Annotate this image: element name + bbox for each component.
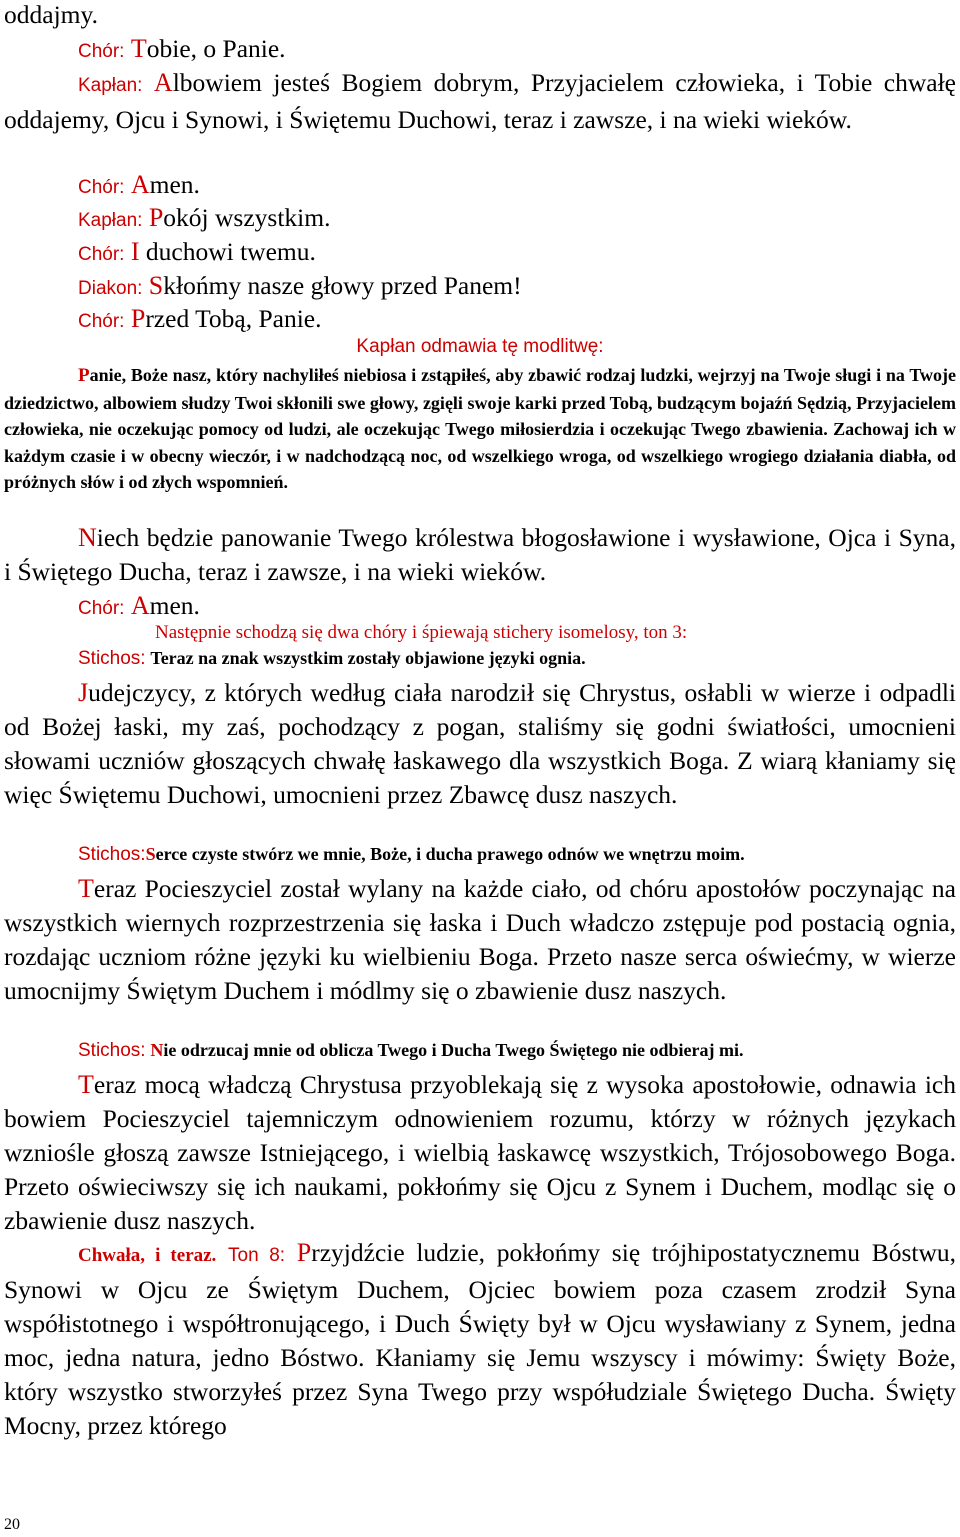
- stichos-label: Stichos:: [78, 1040, 146, 1061]
- responsory-line: [78, 235, 960, 272]
- stichos-text: erce czyste stwórz we mnie, Boże, i ducha prawego odnów we wnętrzu moim.: [155, 844, 745, 864]
- stichos-line: [78, 1040, 960, 1062]
- stichos-text: Teraz na znak wszystkim zostały objawione języki ognia.: [150, 648, 586, 668]
- initial-letter: P: [130, 304, 146, 333]
- stichos-text: ie odrzucaj mnie od oblicza Twego i Ducha Twego Świętego nie odbieraj mi.: [163, 1040, 744, 1060]
- text-fragment: iech będzie panowanie Twego królestwa błogosławione i wysławione, Ojca i Syna, i Świętego Ducha, teraz i zawsze, i na wieki wieków.: [4, 523, 956, 586]
- text-fragment: kłońmy nasze głowy przed Panem!: [163, 271, 522, 300]
- initial-letter: P: [78, 365, 90, 386]
- text-fragment: men.: [149, 170, 200, 199]
- text-line: [4, 0, 960, 32]
- prayer-text: [0, 362, 960, 496]
- initial-letter: A: [130, 591, 150, 620]
- stichos-label: Stichos:: [78, 648, 146, 669]
- stichos-line: [78, 844, 960, 866]
- initial-letter: A: [130, 170, 150, 199]
- tone-label: Ton 8:: [228, 1245, 286, 1266]
- sticheron: [0, 676, 960, 812]
- text-fragment: udejczycy, z których według ciała narodził się Chrystus, osłabli w wierze i odpadli od Bożej łaski, my zaś, pochodzący z pogan, staliśmy się godni światłości, umocnieni słowami uczniów głoszących chwałę łaskawego dla wszystkich Boga. Z wiarą kłaniamy się więc Świętemu Duchowi, umocnieni przez Zbawcę dusz naszych.: [4, 678, 956, 809]
- initial-letter: S: [145, 844, 156, 864]
- initial-letter: J: [78, 678, 89, 707]
- text-fragment: anie, Boże nasz, który nachyliłeś niebiosa i zstąpiłeś, aby zbawić rodzaj ludzki, wejrzyj na Twoje sługi i na Twoje dziedzictwo, albowiem słudzy Twoi skłonili swe głowy, zgięli swoje karki przed Tobą, budzącym bojaźń Sędzią, Przyjacielem człowieka, nie oczekując pomocy od ludzi, ale oczekując Twego miłosierdzia i oczekując Twego zbawienia. Zachowaj ich w każdym czasie i w obecny wieczór, i w nadchodzącą noc, od wszelkiego wroga, od wszelkiego wrogiego działania diabła, od próżnych słów i od złych wspomnień.: [4, 365, 956, 492]
- text-fragment: eraz Pocieszyciel został wylany na każde ciało, od chóru apostołów poczynając na wszystkich wiernych rozprzestrzenia się łaska i Duch władczo zstępuje pod postacią ognia, rozdając uczniom różne języki ku wielbieniu Boga. Przeto nasze serca oświećmy, w wierze umocnijmy Świętym Duchem i módlmy się o zbawienie dusz naszych.: [4, 874, 956, 1005]
- stichos-label: Stichos:: [78, 844, 146, 865]
- text-fragment: duchowi twemu.: [139, 237, 316, 266]
- text-fragment: men.: [149, 591, 200, 620]
- responsory-line: [78, 302, 960, 339]
- sticheron: [0, 872, 960, 1008]
- rubric: Następnie schodzą się dwa chóry i śpiewają stichery isomelosy, ton 3:: [155, 622, 688, 643]
- initial-letter: T: [78, 874, 94, 903]
- initial-letter: N: [78, 523, 97, 552]
- text-fragment: okój wszystkim.: [163, 203, 331, 232]
- stichos-line: [78, 648, 960, 670]
- responsory-line: [78, 269, 960, 306]
- text-fragment: rzyjdźcie ludzie, pokłońmy się trójhipostatycznemu Bóstwu, Synowi w Ojcu ze Świętym Duchem, Ojciec bowiem poza czasem zrodził Syna współistotnego i współtronującego, i Duch Święty był w Ojcu wysławiany z Synem, jedna moc, jedna natura, jedno Bóstwo. Kłaniamy się Jemu wszyscy i mówimy: Święty Boże, który wszystko stworzyłeś przez Syna Twego przy współudziale Świętego Ducha. Święty Mocny, przez którego: [4, 1238, 957, 1440]
- responsory-line: [78, 201, 960, 238]
- text-fragment: eraz mocą władczą Chrystusa przyoblekają się z wysoka apostołowie, odnawia ich bowiem Pocieszyciel tajemniczym odnowieniem rozumu, którzy w różnych językach wzniośle głoszą zawsze Istniejącego, i wielbią łaskawcę wszystkich, Trójosobowego Boga. Przeto oświeciwszy się ich naukami, pokłońmy się Ojcu z Synem i Duchem, modląc się o zbawienie dusz naszych.: [4, 1070, 956, 1235]
- text-fragment: rzed Tobą, Panie.: [145, 304, 322, 333]
- responsory-line: [78, 589, 960, 626]
- initial-letter: I: [130, 237, 140, 266]
- initial-letter: A: [153, 68, 173, 97]
- responsory-line: [78, 32, 960, 69]
- responsory-line: [78, 168, 960, 205]
- rubric: Kapłan odmawia tę modlitwę:: [356, 336, 604, 357]
- glory-label: Chwała, i teraz.: [78, 1245, 217, 1266]
- glory-sticheron: [0, 1236, 960, 1443]
- initial-letter: T: [78, 1070, 94, 1099]
- text-fragment: lbowiem jesteś Bogiem dobrym, Przyjacielem człowieka, i Tobie chwałę oddajemy, Ojcu i Synowi, i Świętemu Duchowi, teraz i zawsze, i na wieki wieków.: [4, 68, 956, 134]
- initial-letter: N: [150, 1040, 164, 1060]
- role-label: Chór:: [78, 177, 125, 198]
- text-fragment: oddajmy.: [4, 0, 98, 29]
- ekphonesis: [0, 521, 960, 589]
- role-label: Chór:: [78, 598, 125, 619]
- priest-exclamation: [0, 66, 960, 137]
- sticheron: [0, 1068, 960, 1238]
- text-fragment: obie, o Panie.: [146, 34, 286, 63]
- initial-letter: S: [148, 271, 164, 300]
- role-label: Diakon:: [78, 278, 143, 299]
- role-label: Kapłan:: [78, 210, 143, 231]
- role-label: Chór:: [78, 244, 125, 265]
- role-label: Kapłan:: [78, 75, 143, 96]
- initial-letter: P: [148, 203, 164, 232]
- page-number: 20: [4, 1516, 20, 1533]
- role-label: Chór:: [78, 41, 125, 62]
- role-label: Chór:: [78, 311, 125, 332]
- initial-letter: P: [296, 1238, 312, 1267]
- initial-letter: T: [130, 34, 147, 63]
